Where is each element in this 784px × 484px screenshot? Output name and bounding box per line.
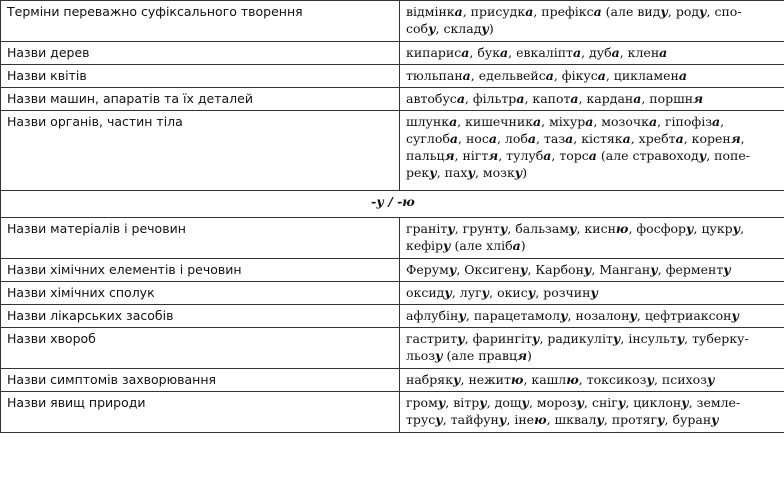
case-ending: у (443, 238, 451, 253)
table-row (1, 328, 784, 369)
table-row (1, 392, 784, 433)
case-ending: а (456, 91, 465, 106)
case-ending: у (576, 395, 584, 410)
case-ending: а (454, 4, 463, 19)
case-ending: у (569, 221, 577, 236)
examples-cell: відмінка, присудка, префікса (але виду, роду, спо- собу, складу) (400, 1, 784, 42)
category-cell: Терміни переважно суфіксального творення (1, 1, 400, 42)
case-ending: а (449, 131, 459, 146)
examples-cell: автобуса, фільтра, капота, кардана, поршня (400, 88, 784, 111)
case-ending: у (681, 395, 689, 410)
case-ending: у (650, 262, 658, 277)
case-ending: ю (566, 372, 579, 387)
table-row (1, 88, 784, 111)
table-row (1, 282, 784, 305)
examples-cell: афлубіну, парацетамолу, нозалону, цефтриаксону (400, 305, 784, 328)
category-cell: Назви органів, частин тіла (1, 111, 400, 191)
case-ending: у (583, 262, 592, 277)
case-ending: а (678, 68, 687, 83)
examples-cell: шлунка, кишечника, міхура, мозочка, гіпофіза, суглоба, носа, лоба, таза, кістяка, хребта, кореня, пальця, нігтя, тулуба, торса (але стравоходу, попе- реку, паху, мозку) (400, 111, 784, 191)
case-ending: я (730, 131, 741, 146)
case-ending: а (488, 131, 497, 146)
case-ending: у (706, 372, 715, 387)
case-ending: а (572, 45, 582, 60)
case-ending: у (560, 308, 568, 323)
case-ending: а (593, 4, 602, 19)
case-ending: а (533, 114, 542, 129)
case-ending: у (596, 412, 604, 427)
examples-cell: граніту, грунту, бальзаму, кисню, фосфору, цукру, кефіру (але хліба) (400, 218, 784, 259)
case-ending: а (449, 114, 458, 129)
examples-cell: кипариса, бука, евкаліпта, дуба, клена (400, 42, 784, 65)
examples-cell: оксиду, лугу, окису, розчину (400, 282, 784, 305)
examples-cell: гастриту, фарингіту, радикуліту, інсульту, туберку- льозу (але правця) (400, 328, 784, 369)
case-ending: у (481, 21, 489, 36)
case-ending: а (588, 148, 597, 163)
case-ending: а (659, 45, 668, 60)
case-ending: у (437, 395, 446, 410)
category-cell: Назви симптомів захворювання (1, 369, 400, 392)
case-ending: у (429, 165, 437, 180)
case-ending: а (585, 114, 594, 129)
case-ending: а (545, 68, 554, 83)
case-ending: ю (615, 221, 629, 236)
case-ending: а (565, 131, 574, 146)
case-ending: я (488, 148, 499, 163)
section-heading (1, 191, 784, 218)
case-ending: у (481, 285, 490, 300)
case-ending: а (516, 91, 525, 106)
category-cell: Назви квітів (1, 65, 400, 88)
case-ending: а (500, 45, 509, 60)
table-row (1, 42, 784, 65)
examples-cell: грому, вітру, дощу, морозу, снігу, циклону, земле- трусу, тайфуну, інею, шквалу, протягу, бурану (400, 392, 784, 433)
category-cell: Назви лікарських засобів (1, 305, 400, 328)
case-ending: у (711, 412, 719, 427)
case-ending: а (611, 45, 620, 60)
category-cell: Назви явищ природи (1, 392, 400, 433)
case-ending: а (525, 4, 534, 19)
category-cell: Назви хімічних елементів і речовин (1, 259, 400, 282)
category-cell: Назви хвороб (1, 328, 400, 369)
case-ending: а (543, 148, 552, 163)
case-ending: у (453, 372, 461, 387)
case-ending: я (517, 348, 528, 363)
case-ending: у (657, 412, 665, 427)
case-ending: у (527, 285, 536, 300)
table-row (1, 111, 784, 191)
case-ending: у (458, 308, 466, 323)
table-row (1, 65, 784, 88)
case-ending: у (590, 285, 598, 300)
case-ending: а (622, 131, 631, 146)
case-ending: у (447, 221, 455, 236)
examples-cell: тюльпана, едельвейса, фікуса, цикламена (400, 65, 784, 88)
table-row (1, 259, 784, 282)
case-ending: а (570, 91, 579, 106)
case-ending: а (527, 131, 536, 146)
case-ending: у (444, 285, 452, 300)
case-ending: у (612, 331, 621, 346)
case-ending: у (646, 372, 654, 387)
case-ending: у (514, 165, 523, 180)
case-ending: а (648, 114, 658, 129)
case-ending: у (660, 4, 668, 19)
case-ending: у (519, 262, 528, 277)
case-ending: у (676, 331, 685, 346)
case-ending: ю (534, 412, 547, 427)
case-ending: у (629, 308, 637, 323)
examples-cell: набряку, нежитю, кашлю, токсикозу, психозу (400, 369, 784, 392)
case-ending: я (444, 148, 455, 163)
case-ending: а (512, 238, 521, 253)
table-row (1, 305, 784, 328)
case-ending: у (448, 262, 457, 277)
case-ending: у (698, 148, 707, 163)
case-ending: у (732, 221, 741, 236)
case-ending: у (499, 221, 508, 236)
category-cell: Назви дерев (1, 42, 400, 65)
case-ending: а (633, 91, 642, 106)
case-ending: у (498, 412, 507, 427)
section-row (1, 191, 784, 218)
case-ending: у (435, 348, 443, 363)
examples-cell: Феруму, Оксигену, Карбону, Мангану, ферменту (400, 259, 784, 282)
case-ending: ю (510, 372, 524, 387)
table-row (1, 1, 784, 42)
case-ending: у (479, 395, 487, 410)
case-ending: у (617, 395, 626, 410)
case-ending: у (686, 221, 694, 236)
case-ending: я (693, 91, 704, 106)
case-ending: а (675, 131, 684, 146)
table-row (1, 218, 784, 259)
case-ending: а (461, 45, 470, 60)
case-ending: у (723, 262, 731, 277)
section-label: -у / -ю (371, 194, 415, 209)
case-ending: у (467, 165, 475, 180)
case-ending: а (712, 114, 721, 129)
category-cell: Назви машин, апаратів та їх деталей (1, 88, 400, 111)
case-ending: а (462, 68, 471, 83)
case-ending: у (435, 412, 443, 427)
table-row (1, 369, 784, 392)
case-ending: у (731, 308, 739, 323)
case-ending: у (457, 331, 465, 346)
case-ending: а (597, 68, 606, 83)
case-ending: у (428, 21, 436, 36)
case-ending: у (699, 4, 707, 19)
category-cell: Назви хімічних сполук (1, 282, 400, 305)
category-cell: Назви матеріалів і речовин (1, 218, 400, 259)
case-ending: у (521, 395, 529, 410)
case-ending: у (531, 331, 540, 346)
